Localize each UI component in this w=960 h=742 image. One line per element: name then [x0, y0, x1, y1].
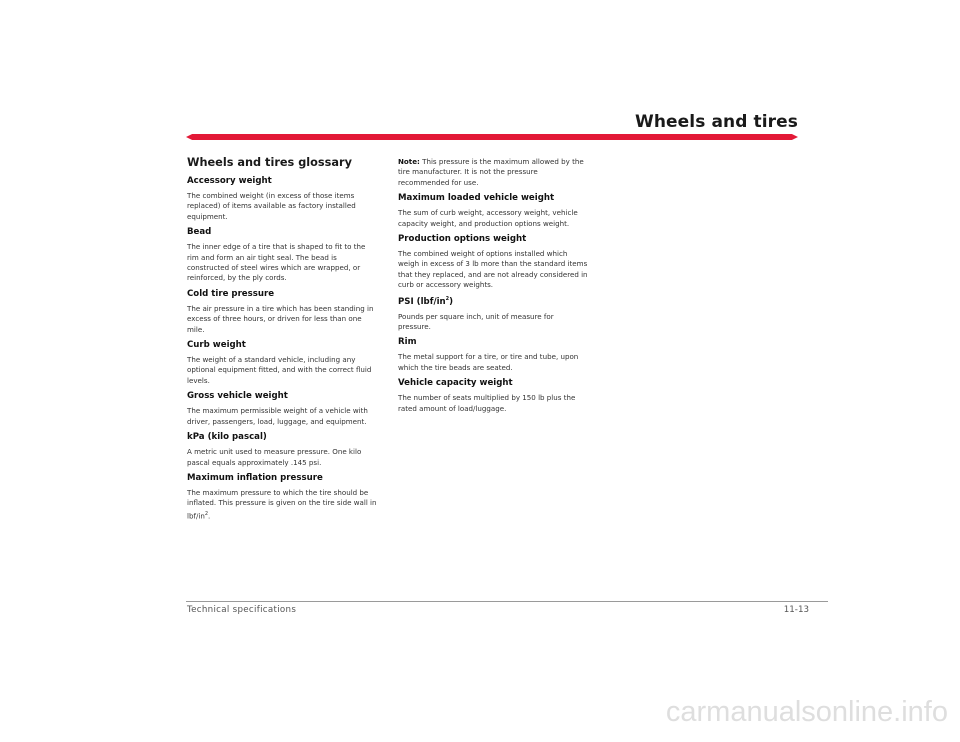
- glossary-definition: The combined weight of options installed which weigh in excess of 3 lb more than the standard items that they replaced, and are not already considered in curb or accessory weights.: [398, 249, 588, 290]
- glossary-term: [398, 296, 588, 307]
- glossary-definition: The number of seats multiplied by 150 lb plus the rated amount of load/luggage.: [398, 393, 576, 413]
- superscript: 2: [204, 510, 209, 517]
- page-title: Wheels and tires: [634, 112, 798, 132]
- glossary-definition: The maximum permissible weight of a vehicle with driver, passengers, load, luggage, and equipment.: [187, 406, 368, 426]
- glossary-term: Maximum inflation pressure: [187, 472, 323, 483]
- note-text: This pressure is the maximum allowed by the tire manufacturer. It is not the pressure recommended for use.: [398, 157, 584, 187]
- term-text: PSI (lbf/in: [398, 296, 446, 307]
- glossary-definition: Pounds per square inch, unit of measure for pressure.: [398, 311, 554, 331]
- note: [398, 157, 588, 188]
- glossary-term: kPa (kilo pascal): [187, 432, 267, 443]
- glossary-term: Cold tire pressure: [187, 288, 275, 299]
- note-label: Note:: [398, 157, 420, 166]
- glossary-term: Accessory weight: [187, 176, 272, 186]
- glossary-term: Gross vehicle weight: [187, 391, 288, 402]
- glossary-term: Production options weight: [398, 234, 527, 245]
- footer-divider: [186, 601, 828, 602]
- term-text-end: ): [449, 296, 454, 307]
- header-accent-bar: [186, 134, 798, 140]
- definition-text: The maximum pressure to which the tire should be inflated. This pressure is given on the tire side wall in lbf/in: [187, 487, 377, 521]
- page-number: 11-13: [783, 605, 809, 615]
- footer-section-label: Technical specifications: [187, 605, 297, 615]
- watermark: carmanualsonline.info: [665, 696, 948, 728]
- glossary-term: Curb weight: [187, 340, 246, 351]
- glossary-term: Rim: [398, 337, 417, 348]
- glossary-definition: The weight of a standard vehicle, including any optional equipment fitted, and with the correct fluid levels.: [187, 355, 372, 385]
- glossary-definition: The metal support for a tire, or tire and tube, upon which the tire beads are seated.: [398, 352, 579, 372]
- glossary-definition: The sum of curb weight, accessory weight, vehicle capacity weight, and production options weight.: [398, 208, 578, 228]
- definition-text-end: .: [208, 511, 211, 521]
- glossary-definition: The inner edge of a tire that is shaped to fit to the rim and form an air tight seal. The bead is constructed of steel wires which are wrapped, or reinforced, by the ply cords.: [187, 242, 366, 283]
- glossary-definition: The combined weight (in excess of those items replaced) of items available as factory installed equipment.: [187, 191, 356, 221]
- glossary-definition: A metric unit used to measure pressure. One kilo pascal equals approximately .145 psi.: [187, 447, 362, 467]
- glossary-left-column: [187, 152, 377, 526]
- superscript: 2: [445, 295, 450, 302]
- glossary-term: Bead: [187, 227, 212, 238]
- glossary-definition: [187, 488, 377, 522]
- glossary-term: Vehicle capacity weight: [398, 378, 513, 389]
- glossary-title: Wheels and tires glossary: [187, 156, 352, 169]
- glossary-right-column: [398, 157, 588, 419]
- glossary-term: Maximum loaded vehicle weight: [398, 193, 555, 204]
- glossary-definition: The air pressure in a tire which has been standing in excess of three hours, or driven for less than one mile.: [187, 303, 374, 334]
